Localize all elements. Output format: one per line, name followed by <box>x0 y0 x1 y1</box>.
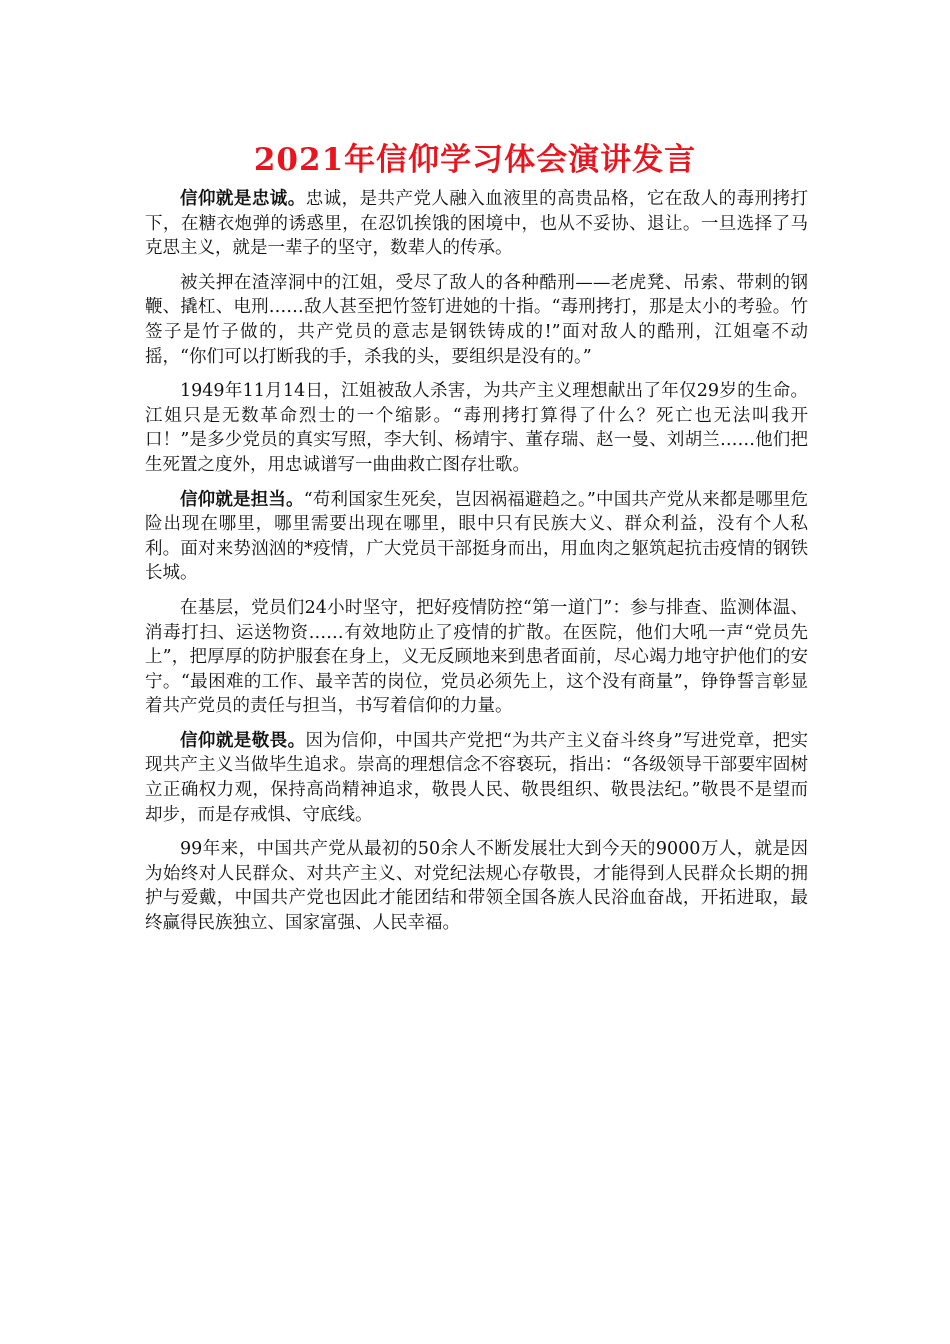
paragraph-lead: 信仰就是忠诚。 <box>180 189 306 209</box>
paragraph-text: 因为信仰，中国共产党把“为共产主义奋斗终身”写进党章，把实现共产主义当做毕生追求。崇高的理想信念不容亵玩，指出：“各级领导干部要牢固树立正确权力观，保持高尚精神追求，敬畏人民、敬畏组织、敬畏法纪。”敬畏不是望而却步，而是存戒惧、守底线。 <box>145 730 808 825</box>
paragraph-text: 忠诚，是共产党人融入血液里的高贵品格，它在敌人的毒刑拷打下，在糖衣炮弹的诱惑里，在忍饥挨饿的困境中，也从不妥协、退让。一旦选择了马克思主义，就是一辈子的坚守，数辈人的传承。 <box>145 189 809 259</box>
paragraph-reverence <box>145 729 808 827</box>
document-body <box>145 187 808 946</box>
paragraph-text: 1949年11月14日，江姐被敌人杀害，为共产主义理想献出了年仅29岁的生命。江姐只是无数革命烈士的一个缩影。“毒刑拷打算得了什么？死亡也无法叫我开口！”是多少党员的真实写照，李大钊、杨靖宇、董存瑞、赵一曼、刘胡兰……他们把生死置之度外，用忠诚谱写一曲曲救亡图存壮歌。 <box>145 381 808 475</box>
paragraph-text: 被关押在渣滓洞中的江姐，受尽了敌人的各种酷刑——老虎凳、吊索、带刺的钢鞭、撬杠、电刑……敌人甚至把竹签钉进她的十指。“毒刑拷打，那是太小的考验。竹签子是竹子做的，共产党员的意志是钢铁铸成的!”面对敌人的酷刑，江姐毫不动摇，“你们可以打断我的手，杀我的头，要组织是没有的。” <box>145 272 808 367</box>
paragraph-conclusion <box>145 837 808 935</box>
paragraph-lead: 信仰就是敬畏。 <box>180 730 306 751</box>
paragraph-text: 99年来，中国共产党从最初的50余人不断发展壮大到今天的9000万人，就是因为始终对人民群众、对共产主义、对党纪法规心存敬畏，才能得到人民群众长期的拥护与爱戴，中国共产党也因此才能团结和带领全国各族人民浴血奋战，开拓进取，最终赢得民族独立、国家富强、人民幸福。 <box>145 839 808 934</box>
paragraph-text: 在基层，党员们24小时坚守，把好疫情防控“第一道门”：参与排查、监测体温、消毒打扫、运送物资……有效地防止了疫情的扩散。在医院，他们大吼一声“党员先上”，把厚厚的防护服套在身上，义无反顾地来到患者面前，尽心竭力地守护他们的安宁。“最困难的工作、最辛苦的岗位，党员必须先上，这个没有商量”，铮铮誓言彰显着共产党员的责任与担当，书写着信仰的力量。 <box>145 597 808 717</box>
paragraph-epidemic <box>145 596 808 719</box>
paragraph-text: “苟利国家生死矣，岂因祸福避趋之。”中国共产党从来都是哪里危险出现在哪里，哪里需要出现在哪里，眼中只有民族大义、群众利益，没有个人私利。面对来势汹汹的*疫情，广大党员干部挺身而出，用血肉之躯筑起抗击疫情的钢铁长城。 <box>145 489 808 584</box>
paragraph-jiangjie <box>145 271 808 369</box>
paragraph-lead: 信仰就是担当。 <box>180 489 304 510</box>
document-title: 2021年信仰学习体会演讲发言 <box>253 142 697 178</box>
paragraph-sacrifice <box>145 379 808 477</box>
paragraph-responsibility <box>145 488 808 586</box>
paragraph-loyalty <box>145 187 808 261</box>
